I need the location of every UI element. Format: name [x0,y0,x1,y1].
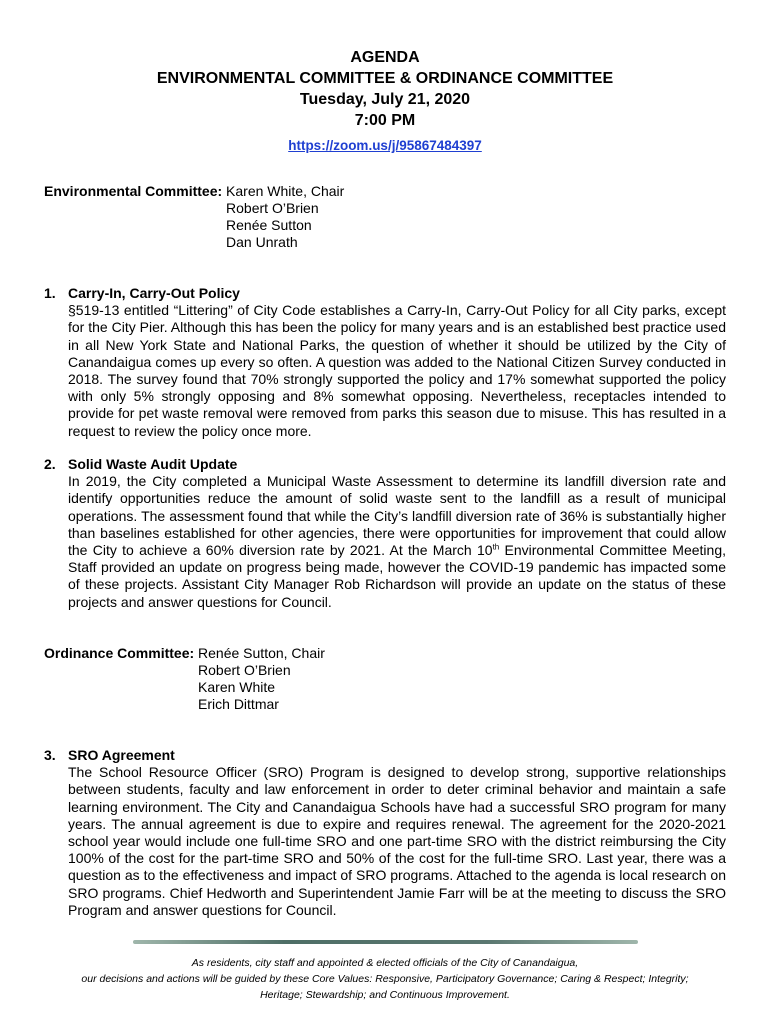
meeting-date: Tuesday, July 21, 2020 [299,91,471,108]
agenda-item-3 [44,747,726,919]
agenda-item-body: In 2019, the City completed a Municipal Waste Assessment to determine its landfill diversion rate and identify opportunities reduce the amount of solid waste sent to the landfill as a result of municipal operations. The assessment found that while the City’s landfill diversion rate of 36% is substantially higher than baselines established for other agencies, there were opportunities for improvement that could allow the City to achieve a 60% diversion rate by 2021. At the March 10th Environmental Committee Meeting, Staff provided an update on progress being made, however the COVID-19 pandemic has impacted some of these projects. Assistant City Manager Rob Richardson will provide an update on the status of these projects and answer questions for Council. [68,473,726,610]
footer-divider [133,940,638,944]
member: Dan Unrath [226,234,298,250]
environmental-committee-label: Environmental Committee: [44,183,223,199]
environmental-committee-members [226,183,344,251]
agenda-item-2 [44,456,726,611]
meeting-time: 7:00 PM [354,112,416,129]
footer-line: our decisions and actions will be guided by these Core Values: Responsive, Participatory Governance; Caring & Respect; Integrity; [81,973,689,985]
zoom-link[interactable]: https://zoom.us/j/95867484397 [288,138,482,153]
member: Karen White [198,679,276,695]
member: Karen White, Chair [226,183,345,199]
agenda-item-title: 2. Solid Waste Audit Update [44,456,238,472]
agenda-item-title: 1. Carry-In, Carry-Out Policy [44,285,240,301]
member: Robert O’Brien [226,200,319,216]
ordinance-committee [44,645,325,713]
footer-line: Heritage; Stewardship; and Continuous Improvement. [260,989,510,1001]
member: Erich Dittmar [198,696,279,712]
core-values-footer [0,955,770,1003]
environmental-committee [44,183,344,251]
agenda-header [0,47,770,155]
member: Renée Sutton, Chair [198,645,325,661]
ordinance-committee-label: Ordinance Committee: [44,645,195,661]
agenda-subtitle: ENVIRONMENTAL COMMITTEE & ORDINANCE COMMITTEE [156,70,614,87]
member: Robert O’Brien [198,662,291,678]
agenda-item-body: The School Resource Officer (SRO) Program is designed to develop strong, supportive relationships between students, faculty and law enforcement in order to deter criminal behavior and maintain a safe learning environment. The City and Canandaigua Schools have had a successful SRO program for many years. The annual agreement is due to expire and requires renewal. The agreement for the 2020-2021 school year would include one full-time SRO and one part-time SRO with the district reimbursing the City 100% of the cost for the part-time SRO and 50% of the cost for the full-time SRO. Last year, there was a question as to the effectiveness and impact of SRO programs. Attached to the agenda is local research on SRO programs. Chief Hedworth and Superintendent Jamie Farr will be at the meeting to discuss the SRO Program and answer questions for Council. [68,764,726,918]
footer-line: As residents, city staff and appointed & elected officials of the City of Canandaigua, [191,957,579,969]
member: Renée Sutton [226,217,312,233]
agenda-title: AGENDA [350,49,420,66]
ordinance-committee-members [198,645,325,713]
agenda-item-title: 3. SRO Agreement [44,747,175,763]
agenda-item-1 [44,285,726,440]
agenda-item-body: §519-13 entitled “Littering” of City Code establishes a Carry-In, Carry-Out Policy for all City parks, except for the City Pier. Although this has been the policy for many years and is an established best practice used in all New York State and National Parks, the question of whether it should be utilized by the City of Canandaigua comes up every so often. A question was added to the National Citizen Survey conducted in 2018. The survey found that 70% strongly supported the policy and 17% somewhat supported the policy with only 5% strongly opposing and 8% somewhat opposing. Nevertheless, receptacles intended to provide for pet waste removal were removed from parks this season due to misuse. This has resulted in a request to review the policy once more. [68,302,726,439]
